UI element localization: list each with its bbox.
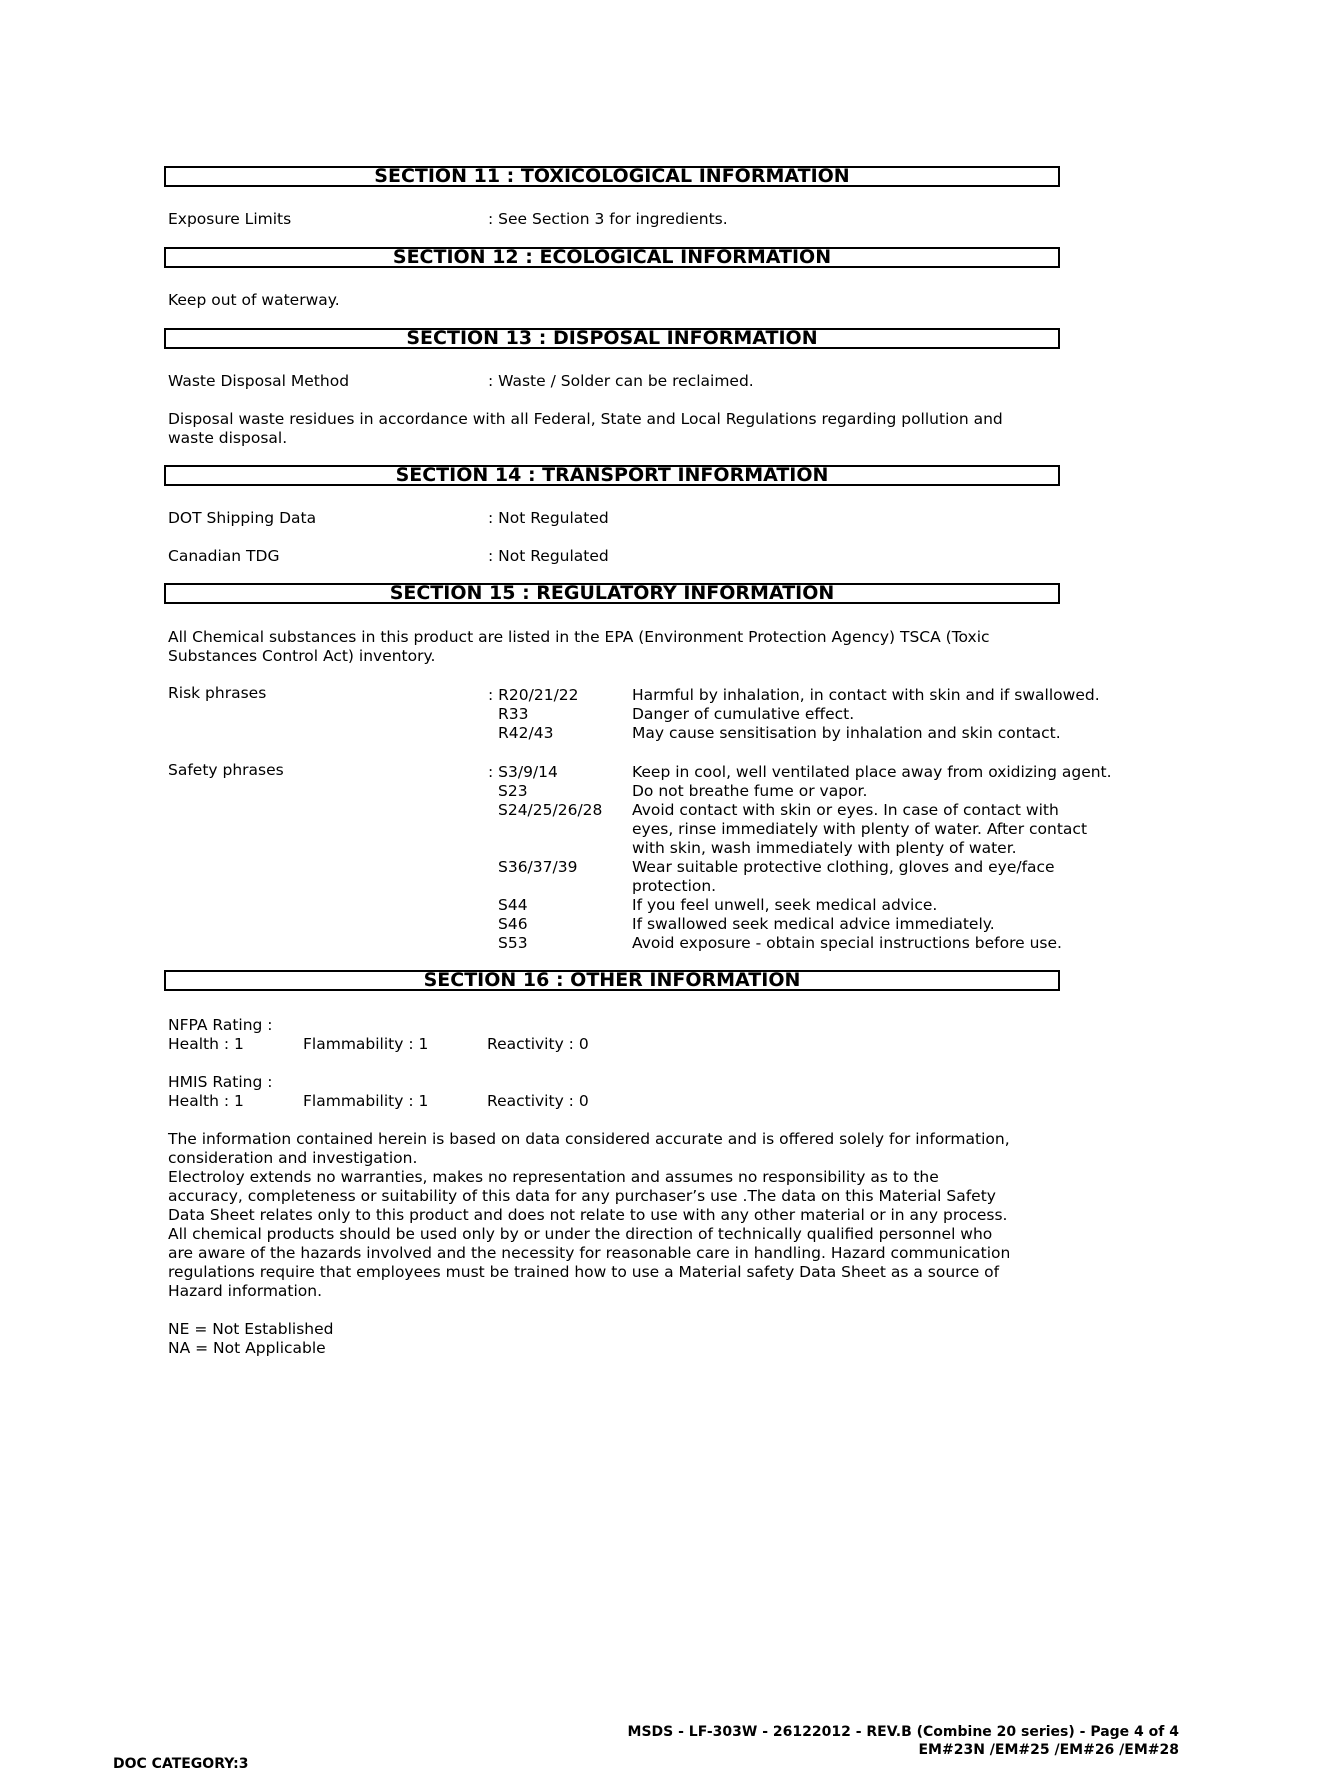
dot-shipping-value: : Not Regulated (488, 509, 609, 527)
waste-disposal-label: Waste Disposal Method (168, 372, 350, 390)
section-12-header: SECTION 12 : ECOLOGICAL INFORMATION (164, 247, 1060, 268)
hmis-flammability: Flammability : 1 (303, 1092, 429, 1110)
section-16-header: SECTION 16 : OTHER INFORMATION (164, 970, 1060, 991)
disclaimer-text: The information contained herein is based on data considered accurate and is offered solely for information, consideration and investigation. Electroloy extends no warranties, makes no representation and assumes no responsibility as to the accuracy, completeness or suitability of this data for any purchaser’s use .The data on this Material Safety Data Sheet relates only to this product and does not relate to use with any other material or in any process. All chemical products should be used only by or under the direction of technically qualified personnel who are aware of the hazards involved and the necessity for reasonable care in handling. Hazard communication regulations require that employees must be trained how to use a Material safety Data Sheet as a source of Hazard information. (168, 1130, 1011, 1300)
section-11-header: SECTION 11 : TOXICOLOGICAL INFORMATION (164, 166, 1060, 187)
safety-code: S24/25/26/28 (498, 801, 603, 819)
section-13-header: SECTION 13 : DISPOSAL INFORMATION (164, 328, 1060, 349)
section-15-header: SECTION 15 : REGULATORY INFORMATION (164, 583, 1060, 604)
safety-text: If swallowed seek medical advice immediately. (632, 915, 995, 933)
regulatory-text: All Chemical substances in this product are listed in the EPA (Environment Protection Agency) TSCA (Toxic Substances Control Act) inventory. (168, 628, 990, 665)
safety-code: S53 (498, 934, 528, 952)
doc-category: DOC CATEGORY:3 (113, 1756, 249, 1772)
footer-doc-ref: MSDS - LF-303W - 26122012 - REV.B (Combine 20 series) - Page 4 of 4 (627, 1724, 1179, 1740)
footer-product-codes: EM#23N /EM#25 /EM#26 /EM#28 (918, 1742, 1179, 1758)
disposal-text: Disposal waste residues in accordance with all Federal, State and Local Regulations regarding pollution and waste disposal. (168, 410, 1003, 447)
nfpa-health: Health : 1 (168, 1035, 244, 1053)
safety-code: S23 (498, 782, 528, 800)
ecological-text: Keep out of waterway. (168, 291, 340, 309)
nfpa-flammability: Flammability : 1 (303, 1035, 429, 1053)
exposure-limits-value: : See Section 3 for ingredients. (488, 210, 728, 228)
risk-text: Harmful by inhalation, in contact with skin and if swallowed. (632, 686, 1100, 704)
risk-code: : R20/21/22 (488, 686, 579, 704)
safety-text: If you feel unwell, seek medical advice. (632, 896, 938, 914)
safety-text: Wear suitable protective clothing, gloves and eye/face protection. (632, 858, 1055, 895)
risk-text: May cause sensitisation by inhalation and skin contact. (632, 724, 1061, 742)
hmis-health: Health : 1 (168, 1092, 244, 1110)
risk-code: R42/43 (498, 724, 554, 742)
section-14-header: SECTION 14 : TRANSPORT INFORMATION (164, 465, 1060, 486)
safety-phrases-label: Safety phrases (168, 761, 284, 779)
risk-text: Danger of cumulative effect. (632, 705, 855, 723)
nfpa-rating-label: NFPA Rating : (168, 1016, 273, 1034)
waste-disposal-value: : Waste / Solder can be reclaimed. (488, 372, 754, 390)
hmis-rating-label: HMIS Rating : (168, 1073, 273, 1091)
risk-code: R33 (498, 705, 529, 723)
safety-code: : S3/9/14 (488, 763, 558, 781)
dot-shipping-label: DOT Shipping Data (168, 509, 317, 527)
safety-text: Avoid exposure - obtain special instructions before use. (632, 934, 1062, 952)
safety-text: Do not breathe fume or vapor. (632, 782, 868, 800)
safety-code: S44 (498, 896, 528, 914)
safety-text: Avoid contact with skin or eyes. In case of contact with eyes, rinse immediately with plenty of water. After contact with skin, wash immediately with plenty of water. (632, 801, 1088, 857)
exposure-limits-label: Exposure Limits (168, 210, 292, 228)
safety-code: S36/37/39 (498, 858, 578, 876)
canadian-tdg-label: Canadian TDG (168, 547, 280, 565)
risk-phrases-label: Risk phrases (168, 684, 267, 702)
safety-text: Keep in cool, well ventilated place away from oxidizing agent. (632, 763, 1112, 781)
safety-code: S46 (498, 915, 528, 933)
na-definition: NA = Not Applicable (168, 1339, 326, 1357)
ne-definition: NE = Not Established (168, 1320, 334, 1338)
canadian-tdg-value: : Not Regulated (488, 547, 609, 565)
hmis-reactivity: Reactivity : 0 (487, 1092, 589, 1110)
nfpa-reactivity: Reactivity : 0 (487, 1035, 589, 1053)
